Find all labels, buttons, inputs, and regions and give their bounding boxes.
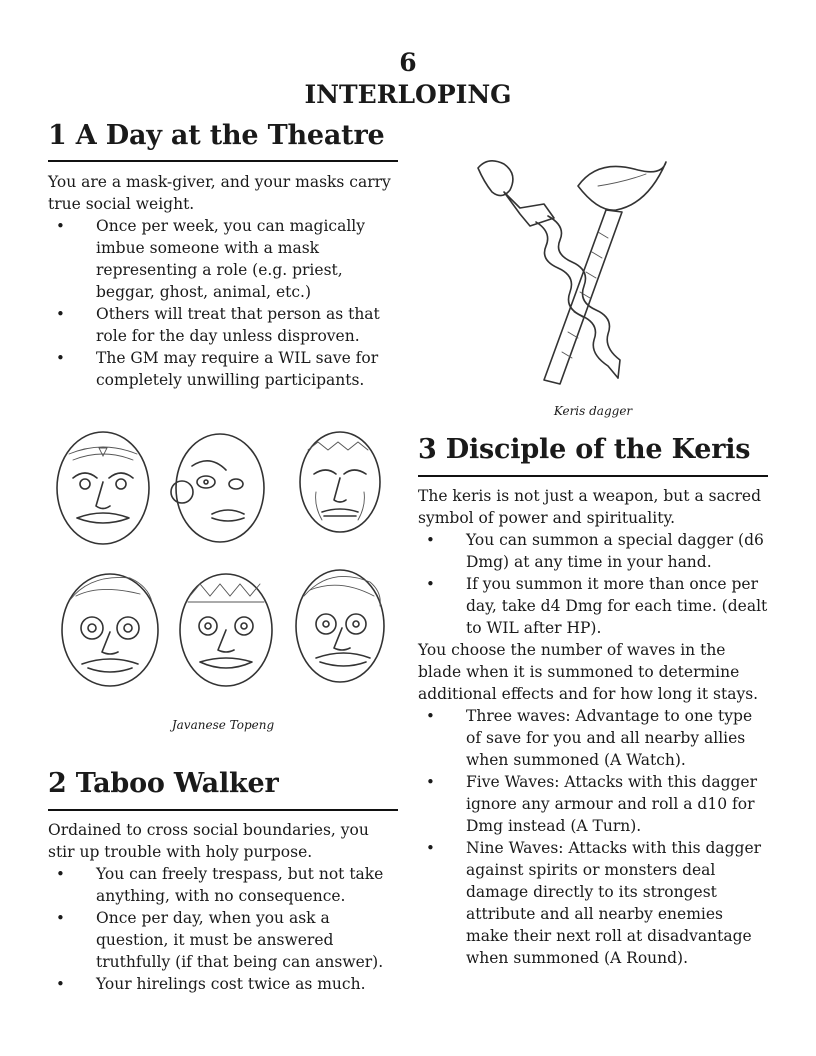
- list-item: • You can freely trespass, but not take anything, with no consequence.: [48, 863, 398, 907]
- figure-caption: Keris dagger: [553, 404, 633, 418]
- keris-dagger-illustration: [448, 152, 748, 418]
- section-heading: 1 A Day at the Theatre: [48, 120, 385, 151]
- bullet-list: [418, 529, 768, 639]
- section-intro: Ordained to cross social boundaries, you stir up trouble with holy purpose.: [48, 821, 369, 861]
- bullet-list: [48, 215, 394, 391]
- mask-icon: [57, 432, 149, 544]
- bullet-list: [418, 705, 768, 969]
- list-item: • Once per week, you can magically imbue someone with a mask representing a role (e.g. priest, beggar, ghost, animal, etc.): [48, 215, 394, 303]
- section-paragraph: You choose the number of waves in the blade when it is summoned to determine additional effects and for how long it stays.: [418, 641, 759, 703]
- section-taboo-walker: [48, 768, 398, 995]
- list-item: • Others will treat that person as that role for the day unless disproven.: [48, 303, 394, 347]
- section-body: [48, 171, 398, 391]
- list-item: • Once per day, when you ask a question, it must be answered truthfully (if that being can answer).: [48, 907, 398, 973]
- section-intro: The keris is not just a weapon, but a sacred symbol of power and spirituality.: [418, 487, 761, 527]
- section-disciple-of-keris: [418, 434, 768, 969]
- list-item: • Your hirelings cost twice as much.: [48, 973, 398, 995]
- chapter-title: INTERLOPING: [304, 80, 512, 109]
- mask-icon: [180, 574, 272, 686]
- dagger-icon: [478, 161, 620, 378]
- heading-rule: [48, 160, 398, 162]
- list-item: • If you summon it more than once per day, take d4 Dmg for each time. (dealt to WIL after HP).: [418, 573, 768, 639]
- mask-icon: [62, 574, 158, 686]
- mask-icon: [171, 434, 264, 542]
- topeng-masks-illustration: [48, 430, 398, 732]
- section-body: [418, 485, 768, 969]
- figure-caption: Javanese Topeng: [171, 718, 275, 732]
- list-item: • Nine Waves: Attacks with this dagger against spirits or monsters deal damage directly to its strongest attribute and all nearby enemies make their next roll at disadvantage when summoned (A Round).: [418, 837, 768, 969]
- section-day-at-theatre: [48, 120, 398, 391]
- bullet-list: [48, 863, 398, 995]
- sheath-icon: [544, 162, 666, 384]
- list-item: • The GM may require a WIL save for completely unwilling participants.: [48, 347, 394, 391]
- mask-icon: [296, 570, 384, 682]
- list-item: • Three waves: Advantage to one type of save for you and all nearby allies when summoned (A Watch).: [418, 705, 768, 771]
- section-heading: 3 Disciple of the Keris: [418, 434, 751, 465]
- chapter-number: 6: [399, 48, 417, 77]
- list-item: • You can summon a special dagger (d6 Dmg) at any time in your hand.: [418, 529, 768, 573]
- heading-rule: [418, 475, 768, 477]
- heading-rule: [48, 809, 398, 811]
- section-intro: You are a mask-giver, and your masks carry true social weight.: [48, 173, 391, 213]
- section-heading: 2 Taboo Walker: [48, 768, 279, 799]
- mask-icon: [300, 432, 380, 532]
- list-item: • Five Waves: Attacks with this dagger ignore any armour and roll a d10 for Dmg instead (A Turn).: [418, 771, 768, 837]
- section-body: [48, 819, 398, 995]
